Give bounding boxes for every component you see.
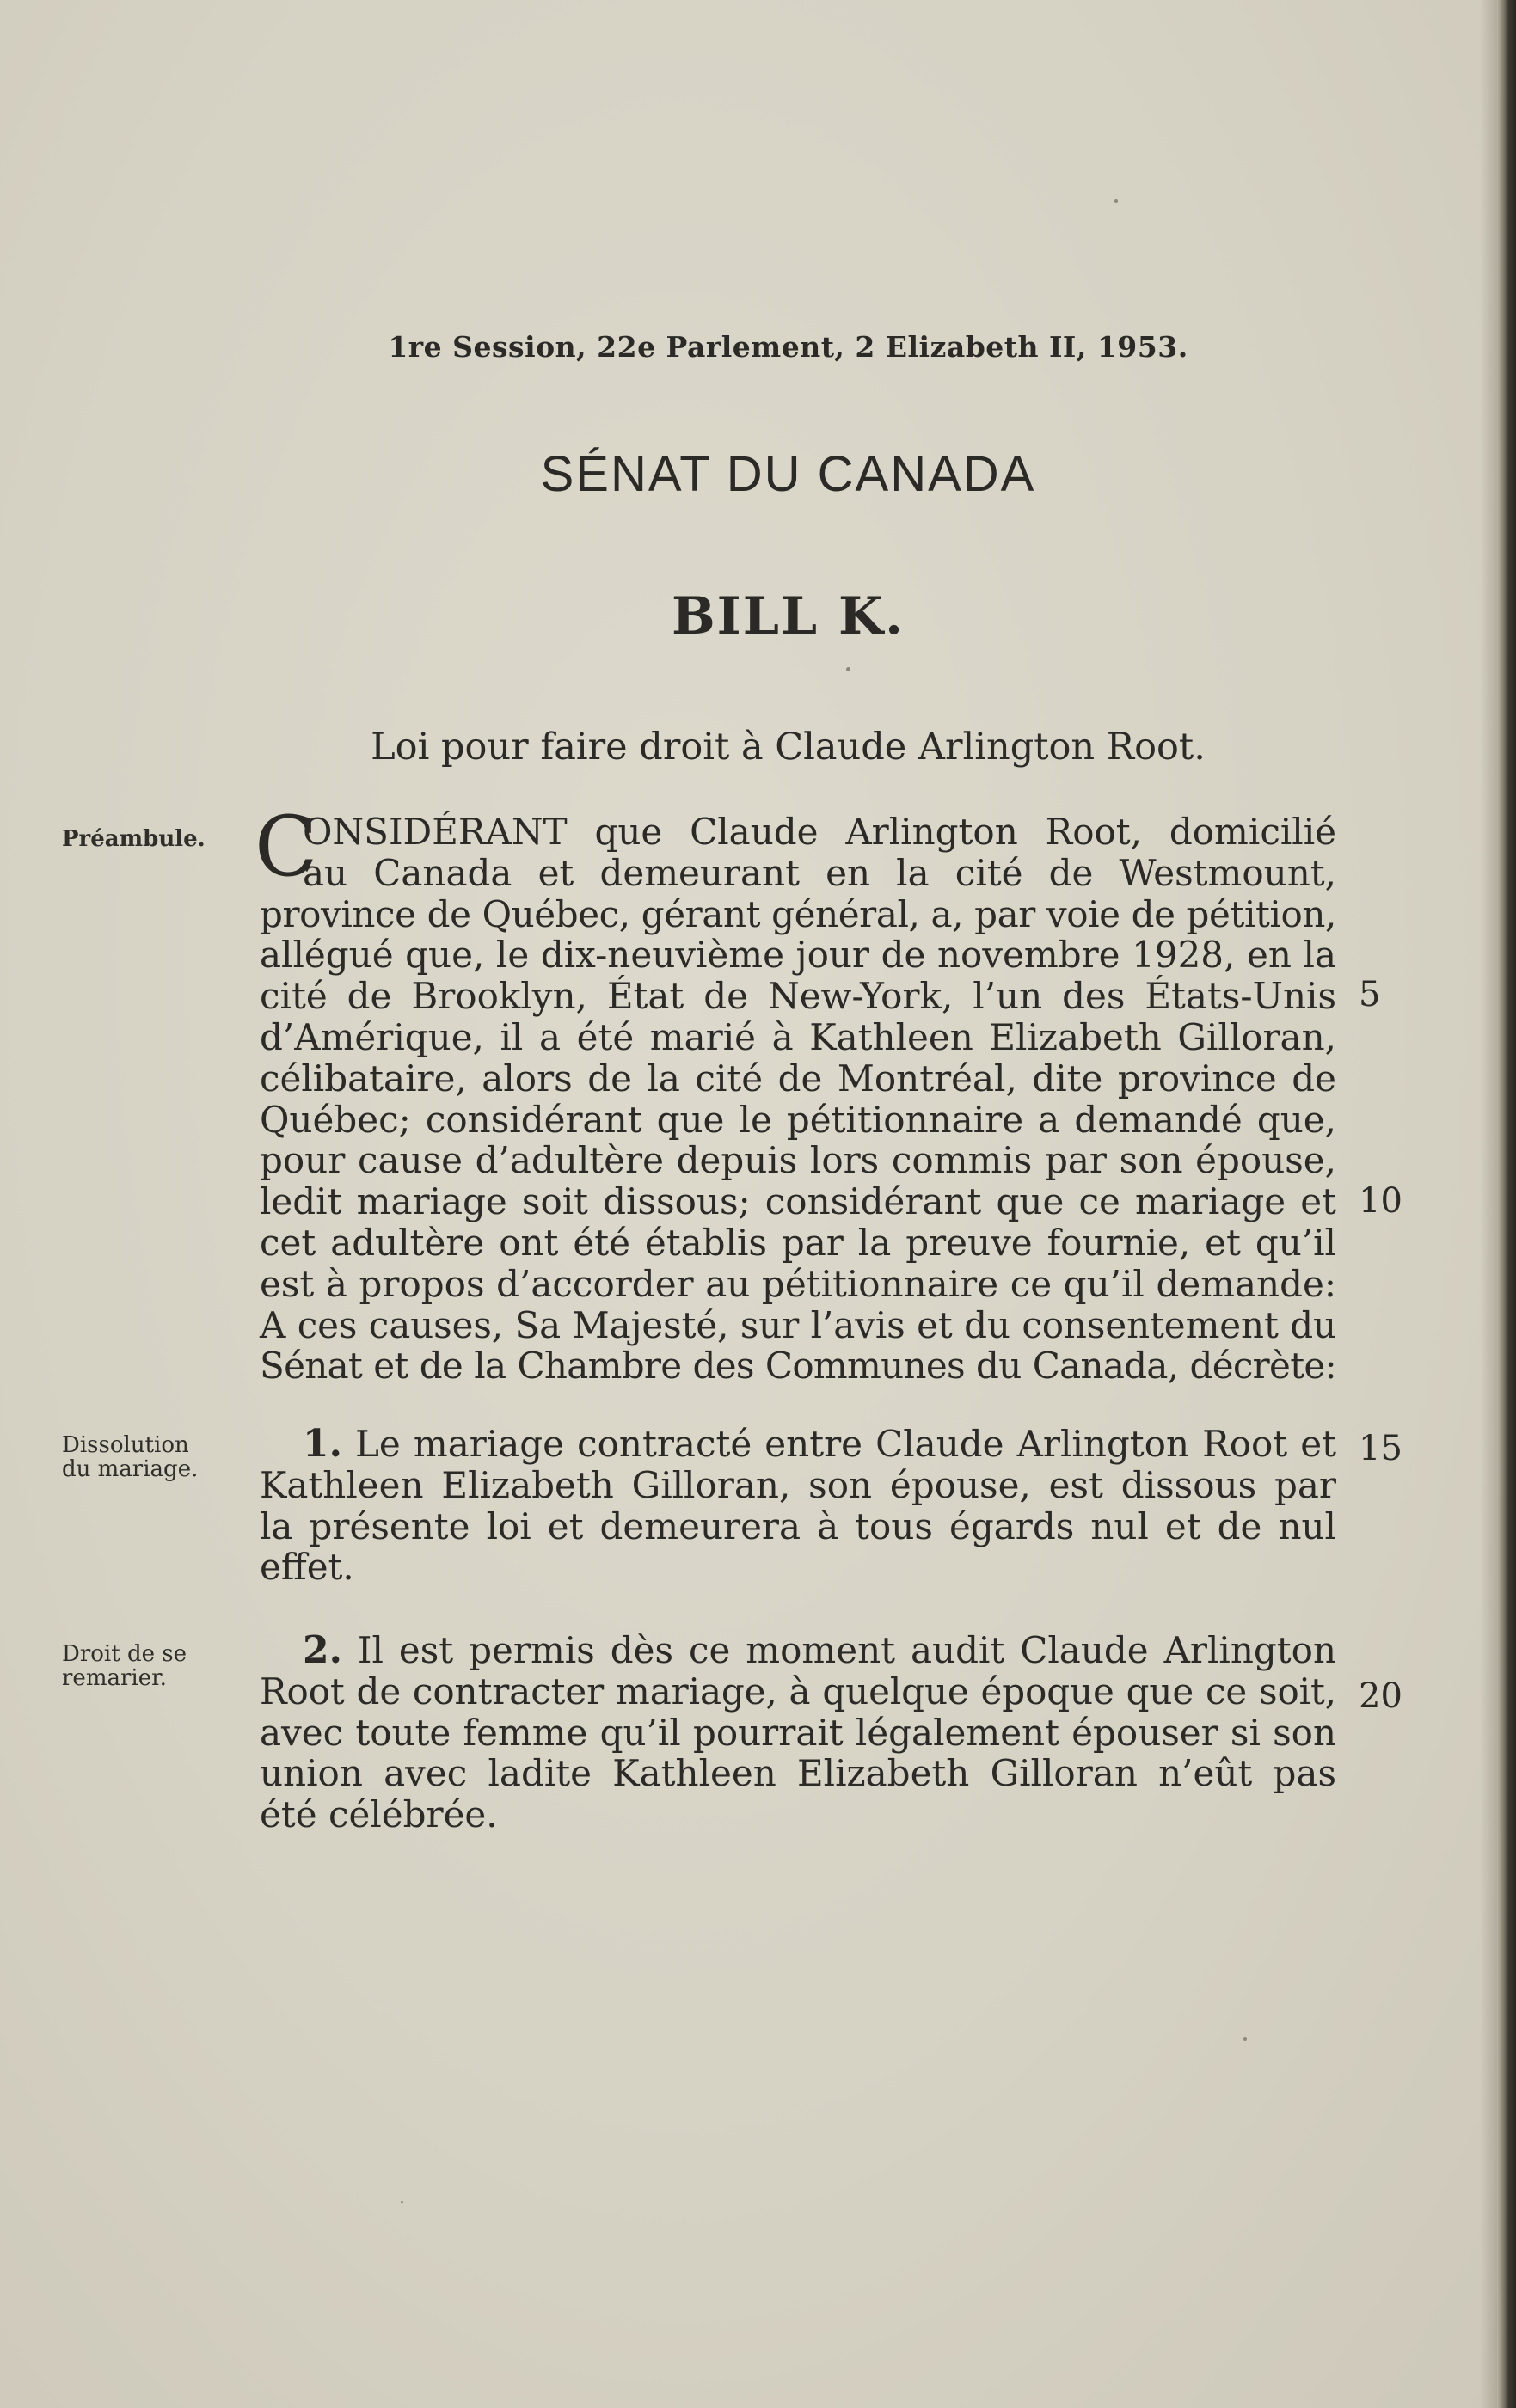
paper-speck [846,667,850,671]
section-1-paragraph [260,1424,1336,1588]
section-2-line [260,1713,1336,1754]
preamble-line-text: A ces causes, Sa Majesté, sur l’avis et du consentement du [260,1303,1336,1346]
section-2-line [260,1630,1336,1671]
section-2-paragraph [260,1630,1336,1835]
section-1-line-wrap [303,1424,1336,1465]
preamble-line-text: est à propos d’accorder au pétitionnaire ce qu’il demande: [260,1262,1336,1305]
section-1-number: 1. [303,1422,342,1466]
preamble-dropcap: C [255,799,318,895]
preamble-line [260,1100,1336,1141]
section-1-line [260,1506,1336,1547]
section-2-line [260,1671,1336,1713]
section-2-line-wrap [303,1630,1336,1671]
preamble-line-text: ledit mariage soit dissous; considérant que ce mariage et [260,1180,1336,1223]
margin-note-preamble-text: Préambule. [62,826,206,852]
preamble-line [260,894,1336,935]
section-2-line [260,1753,1336,1794]
section-2-line-text: union avec ladite Kathleen Elizabeth Gilloran n’eût pas [260,1752,1336,1795]
margin-note-remarry [62,1642,225,1690]
bill-number: BILL K. [671,586,905,646]
preamble-line-text: province de Québec, gérant général, a, par voie de pétition, [260,892,1336,935]
margin-note-dissolution-line1: Dissolution [62,1432,189,1458]
section-1-line [260,1465,1336,1506]
line-number-15: 15 [1359,1429,1402,1468]
preamble-line-text: d’Amérique, il a été marié à Kathleen Elizabeth Gilloran, [260,1015,1336,1058]
section-1-line-text: effet. [260,1546,354,1589]
line-number-10: 10 [1359,1181,1402,1221]
preamble-line-text: Québec; considérant que le pétitionnaire a demandé que, [260,1098,1336,1141]
preamble-line-text: allégué que, le dix-neuvième jour de novembre 1928, en la [260,934,1336,977]
preamble-line-text: cet adultère ont été établis par la preuve fournie, et qu’il [260,1221,1336,1264]
preamble-paragraph [255,799,1336,1388]
session-line: 1re Session, 22e Parlement, 2 Elizabeth II, 1953. [388,330,1188,364]
section-2-line-text: avec toute femme qu’il pourrait légalement épouser si son [260,1711,1336,1754]
bill-short-title: Loi pour faire droit à Claude Arlington Root. [371,726,1206,769]
paper-speck [401,2201,403,2203]
section-1-line [260,1547,1336,1588]
preamble-line [260,1305,1336,1346]
margin-note-dissolution [62,1433,225,1481]
preamble-line [260,1058,1336,1100]
chamber-name: SÉNAT DU CANADA [540,446,1036,502]
line-number-5: 5 [1359,975,1381,1014]
preamble-line [260,1222,1336,1264]
preamble-line [260,1017,1336,1058]
section-2-line-text: Il est permis dès ce moment audit Claude Arlington [357,1629,1337,1671]
margin-note-preamble [62,827,225,851]
preamble-line [260,976,1336,1017]
line-number-20: 20 [1359,1676,1402,1716]
section-2-line [260,1794,1336,1835]
preamble-line-text: ONSIDÉRANT que Claude Arlington Root, domicilié [303,811,1336,853]
preamble-line [260,1140,1336,1181]
preamble-line-text: pour cause d’adultère depuis lors commis par son épouse, [260,1139,1336,1182]
section-2-line-text: Root de contracter mariage, à quelque époque que ce soit, [260,1670,1336,1713]
preamble-line [260,853,1336,894]
preamble-line-text: Sénat et de la Chambre des Communes du Canada, décrète: [260,1345,1336,1388]
section-1-line [260,1424,1336,1465]
preamble-line [260,1181,1336,1222]
preamble-line-text: au Canada et demeurant en la cité de Westmount, [303,851,1336,894]
preamble-line [260,934,1336,976]
section-1-line-text: Kathleen Elizabeth Gilloran, son épouse, est dissous par [260,1463,1336,1506]
preamble-line-text: célibataire, alors de la cité de Montréal, dite province de [260,1057,1336,1100]
margin-note-dissolution-line2: du mariage. [62,1456,199,1482]
section-2-number: 2. [303,1628,342,1672]
preamble-line-text: cité de Brooklyn, État de New-York, l’un des États-Unis [260,975,1336,1018]
section-1-line-text: Le mariage contracté entre Claude Arlington Root et [355,1423,1336,1465]
paper-speck [1114,199,1118,203]
section-1-line-text: la présente loi et demeurera à tous égards nul et de nul [260,1504,1336,1547]
margin-note-remarry-line1: Droit de se [62,1641,187,1667]
section-2-line-text: été célébrée. [260,1793,498,1836]
paper-speck [1243,2037,1247,2041]
preamble-line [260,1264,1336,1305]
preamble-line [260,1345,1336,1387]
margin-note-remarry-line2: remarier. [62,1665,167,1691]
